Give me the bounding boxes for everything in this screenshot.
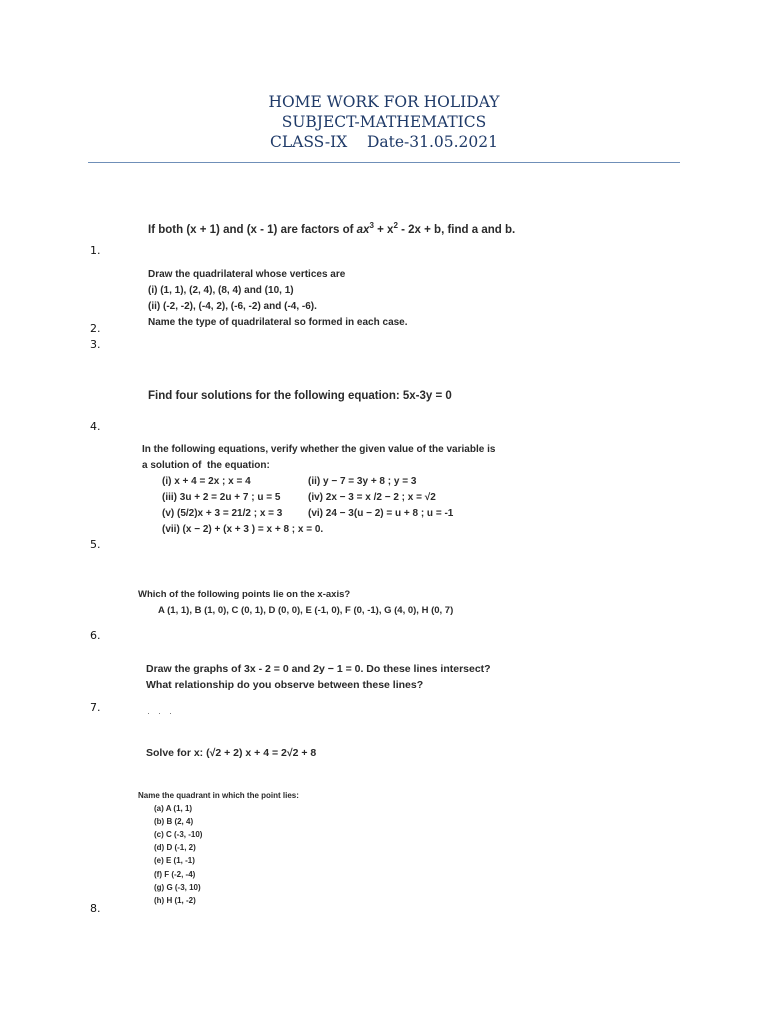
q1-text-c: + x [373, 224, 394, 236]
q1-text-a: If both (x + 1) and (x - 1) are factors of [148, 224, 357, 236]
q1-sup-c: 2 [393, 221, 398, 231]
q2-line: (ii) (-2, -2), (-4, 2), (-6, -2) and (-4, -6). [148, 301, 317, 312]
q5-last-item: (vii) (x − 2) + (x + 3 ) = x + 8 ; x = 0. [162, 524, 324, 535]
question-number-8: 8. [90, 902, 101, 915]
question-8 [138, 789, 299, 907]
q8-item: (c) C (-3, -10) [154, 830, 203, 840]
q8-item: (e) E (1, -1) [154, 856, 195, 866]
q5-equation-grid [142, 474, 508, 522]
q5-line2: a solution of the equation: [142, 460, 270, 471]
question-6 [138, 587, 453, 619]
q5-item: (iii) 3u + 2 = 2u + 7 ; u = 5 [162, 492, 281, 503]
header-divider [88, 162, 680, 163]
q5-item: (ii) y − 7 = 3y + 8 ; y = 3 [308, 476, 417, 487]
header-subject: SUBJECT-MATHEMATICS [281, 113, 487, 131]
q2-line: (i) (1, 1), (2, 4), (8, 4) and (10, 1) [148, 285, 294, 296]
q8-item: (f) F (-2, -4) [154, 869, 196, 879]
q1-sup-b: 3 [369, 221, 374, 231]
scan-artifact-dots: ··· [147, 708, 180, 718]
q1-text-b: ax [356, 224, 370, 236]
question-7-solve: Solve for x: (√2 + 2) x + 4 = 2√2 + 8 [146, 747, 317, 759]
q2-line: Draw the quadrilateral whose vertices are [148, 269, 346, 280]
q5-line1: In the following equations, verify whether the given value of the variable is [142, 444, 496, 455]
q7-line2: What relationship do you observe between these lines? [146, 679, 424, 691]
q5-item: (i) x + 4 = 2x ; x = 4 [162, 476, 251, 487]
question-number-3: 3. [90, 338, 101, 351]
q8-item: (g) G (-3, 10) [154, 882, 201, 892]
question-number-5: 5. [90, 538, 101, 551]
question-number-4: 4. [90, 420, 101, 433]
q5-item: (v) (5/2)x + 3 = 21/2 ; x = 3 [162, 508, 283, 519]
question-number-2: 2. [90, 322, 101, 335]
question-number-7: 7. [90, 701, 101, 714]
header-class-date: CLASS-IX Date-31.05.2021 [269, 133, 499, 151]
question-7 [146, 661, 491, 693]
question-number-1: 1. [90, 244, 101, 257]
q8-item: (b) B (2, 4) [154, 817, 194, 827]
q5-item: (vi) 24 − 3(u − 2) = u + 8 ; u = -1 [308, 508, 454, 519]
q8-item: (d) D (-1, 2) [154, 843, 196, 853]
q8-title: Name the quadrant in which the point lies: [138, 791, 299, 800]
q8-item: (a) A (1, 1) [154, 804, 193, 814]
question-1 [148, 221, 516, 236]
q7-line1: Draw the graphs of 3x - 2 = 0 and 2y − 1 = 0. Do these lines intersect? [146, 663, 491, 675]
header-title: HOME WORK FOR HOLIDAY [268, 93, 500, 111]
question-4: Find four solutions for the following equation: 5x-3y = 0 [148, 390, 452, 402]
question-number-6: 6. [90, 629, 101, 642]
q6-points: A (1, 1), B (1, 0), C (0, 1), D (0, 0), E (-1, 0), F (0, -1), G (4, 0), H (0, 7) [158, 605, 454, 616]
q8-item: (h) H (1, -2) [154, 895, 196, 905]
question-2 [148, 267, 408, 331]
document-header [0, 92, 768, 152]
q6-line1: Which of the following points lie on the x-axis? [138, 589, 351, 600]
q5-item: (iv) 2x − 3 = x /2 − 2 ; x = √2 [308, 492, 436, 503]
question-5 [142, 442, 508, 538]
q2-line: Name the type of quadrilateral so formed in each case. [148, 317, 408, 328]
q1-text-d: - 2x + b, find a and b. [397, 224, 516, 236]
